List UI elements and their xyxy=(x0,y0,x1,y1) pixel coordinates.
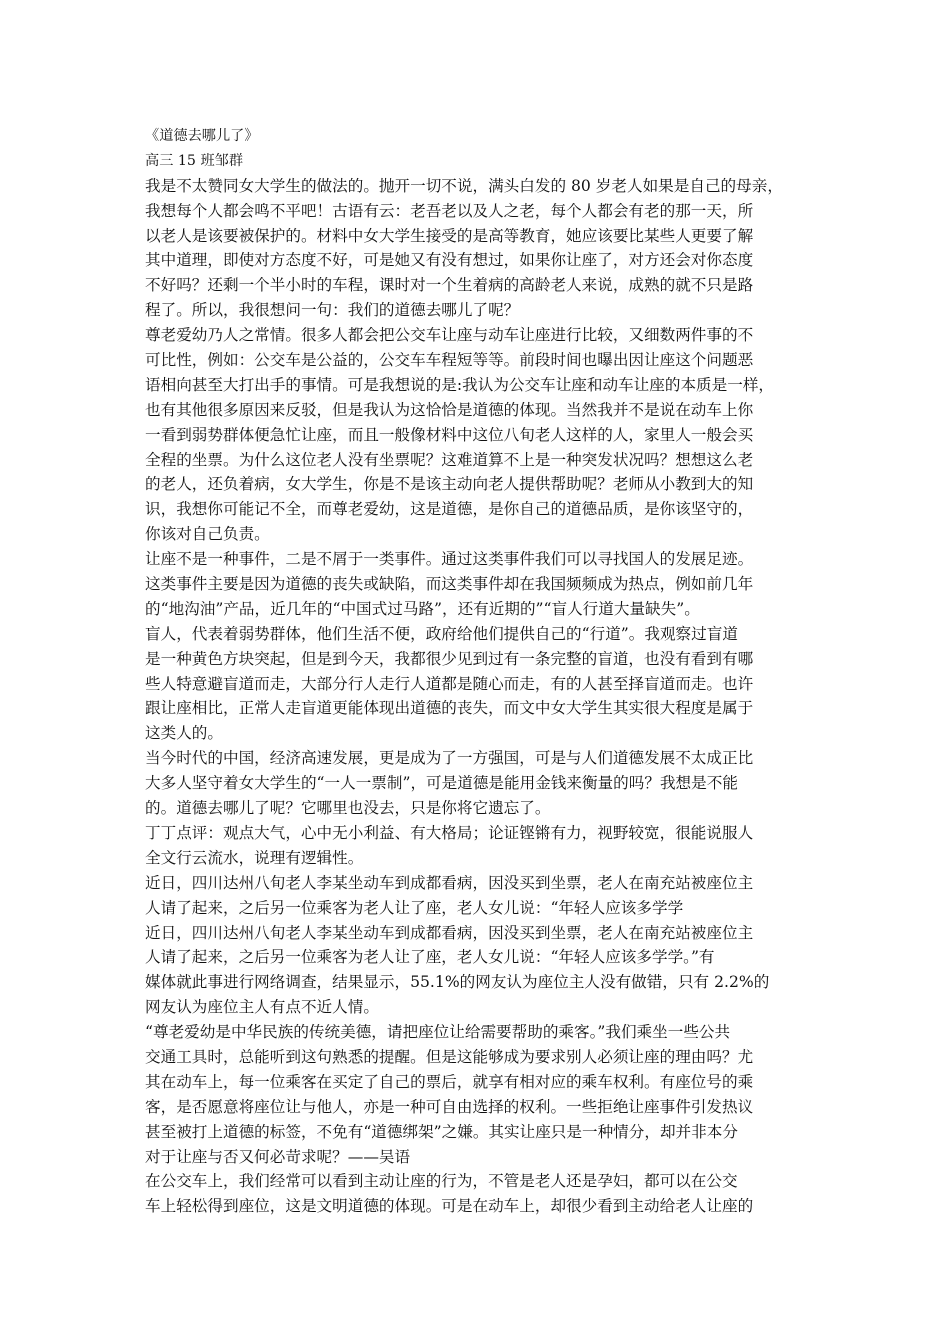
text-line: 我想每个人都会鸣不平吧！古语有云：老吾老以及人之老，每个人都会有老的那一天，所 xyxy=(145,201,754,220)
text-line: 可比性，例如：公交车是公益的，公交车车程短等等。前段时间也曝出因让座这个问题恶 xyxy=(145,351,754,370)
text-line: 这类人的。 xyxy=(145,724,223,743)
text-line: 其中道理，即使对方态度不好，可是她又有没有想过，如果你让座了，对方还会对你态度 xyxy=(145,251,754,270)
text-line: 我是不太赞同女大学生的做法的。抛开一切不说，满头白发的 80 岁老人如果是自己的母亲， xyxy=(145,176,783,195)
text-line: “尊老爱幼是中华民族的传统美德，请把座位让给需要帮助的乘客。”我们乘坐一些公共 xyxy=(145,1023,731,1042)
text-line: 这类事件主要是因为道德的丧失或缺陷，而这类事件却在我国频频成为热点，例如前几年 xyxy=(145,575,754,594)
text-line: 近日，四川达州八旬老人李某坐动车到成都看病，因没买到坐票，老人在南充站被座位主 xyxy=(145,923,754,942)
text-line: 车上轻松得到座位，这是文明道德的体现。可是在动车上，却很少看到主动给老人让座的 xyxy=(145,1197,754,1216)
text-line: 人请了起来，之后另一位乘客为老人让了座，老人女儿说：“年轻人应该多学学 xyxy=(145,898,684,917)
text-line: 程了。所以，我很想问一句：我们的道德去哪儿了呢？ xyxy=(145,301,520,320)
text-line: 当今时代的中国，经济高速发展，更是成为了一方强国，可是与人们道德发展不太成正比 xyxy=(145,749,754,768)
text-line: 让座不是一种事件，二是不屑于一类事件。通过这类事件我们可以寻找国人的发展足迹。 xyxy=(145,550,754,569)
text-line: 不好吗？还剩一个半小时的车程，课时对一个生着病的高龄老人来说，成熟的就不只是路 xyxy=(145,276,754,295)
text-line: 的“地沟油”产品，近几年的“中国式过马路”，还有近期的”“盲人行道大量缺失”。 xyxy=(145,599,700,618)
text-line: 其在动车上，每一位乘客在买定了自己的票后，就享有相对应的乘车权利。有座位号的乘 xyxy=(145,1072,754,1091)
text-line: 大多人坚守着女大学生的“一人一票制”，可是道德是能用金钱来衡量的吗？我想是不能 xyxy=(145,774,738,793)
text-line: 你该对自己负责。 xyxy=(145,525,270,544)
author-line: 高三 15 班邹群 xyxy=(145,152,244,169)
text-line: 交通工具时，总能听到这句熟悉的提醒。但是这能够成为要求别人必须让座的理由吗？尤 xyxy=(145,1047,754,1066)
text-line: 网友认为座位主人有点不近人情。 xyxy=(145,998,379,1017)
text-line: 媒体就此事进行网络调查，结果显示，55.1%的网友认为座位主人没有做错，只有 2.2%的 xyxy=(145,973,770,992)
text-line: 丁丁点评：观点大气，心中无小利益、有大格局；论证铿锵有力，视野较宽，很能说服人 xyxy=(145,823,754,842)
text-line: 对于让座与否又何必苛求呢？——吴语 xyxy=(145,1147,411,1166)
text-line: 识，我想你可能记不全，而尊老爱幼，这是道德，是你自己的道德品质，是你该坚守的， xyxy=(145,500,754,519)
text-line: 近日，四川达州八旬老人李某坐动车到成都看病，因没买到坐票，老人在南充站被座位主 xyxy=(145,873,754,892)
text-line: 全程的坐票。为什么这位老人没有坐票呢？这难道算不上是一种突发状况吗？想想这么老 xyxy=(145,450,754,469)
text-line: 的老人，还负着病，女大学生，你是不是该主动向老人提供帮助呢？老师从小教到大的知 xyxy=(145,475,754,494)
text-line: 是一种黄色方块突起，但是到今天，我都很少见到过有一条完整的盲道，也没有看到有哪 xyxy=(145,649,754,668)
text-line: 也有其他很多原因来反驳，但是我认为这恰恰是道德的体现。当然我并不是说在动车上你 xyxy=(145,400,754,419)
text-line: 在公交车上，我们经常可以看到主动让座的行为，不管是老人还是孕妇，都可以在公交 xyxy=(145,1172,738,1191)
text-line: 盲人，代表着弱势群体，他们生活不便，政府给他们提供自己的“行道”。我观察过盲道 xyxy=(145,624,738,643)
text-line: 的。道德去哪儿了呢？它哪里也没去，只是你将它遗忘了。 xyxy=(145,799,551,818)
text-line: 全文行云流水，说理有逻辑性。 xyxy=(145,848,364,867)
essay-title: 《道德去哪儿了》 xyxy=(145,128,259,144)
text-line: 些人特意避盲道而走，大部分行人走行人道都是随心而走，有的人甚至择盲道而走。也许 xyxy=(145,674,754,693)
text-line: 语相向甚至大打出手的事情。可是我想说的是:我认为公交车让座和动车让座的本质是一样， xyxy=(145,375,775,394)
text-line: 以老人是该要被保护的。材料中女大学生接受的是高等教育，她应该要比某些人更要了解 xyxy=(145,226,754,245)
text-line: 甚至被打上道德的标签，不免有“道德绑架”之嫌。其实让座只是一种情分，却并非本分 xyxy=(145,1122,738,1141)
text-line: 客，是否愿意将座位让与他人，亦是一种可自由选择的权利。一些拒绝让座事件引发热议 xyxy=(145,1097,754,1116)
document-page xyxy=(145,124,815,1219)
text-line: 人请了起来，之后另一位乘客为老人让了座，老人女儿说：“年轻人应该多学学。”有 xyxy=(145,948,715,967)
text-line: 尊老爱幼乃人之常情。很多人都会把公交车让座与动车让座进行比较，又细数两件事的不 xyxy=(145,326,754,345)
text-line: 一看到弱势群体便急忙让座，而且一般像材料中这位八旬老人这样的人，家里人一般会买 xyxy=(145,425,754,444)
text-line: 跟让座相比，正常人走盲道更能体现出道德的丧失，而文中女大学生其实很大程度是属于 xyxy=(145,699,754,718)
